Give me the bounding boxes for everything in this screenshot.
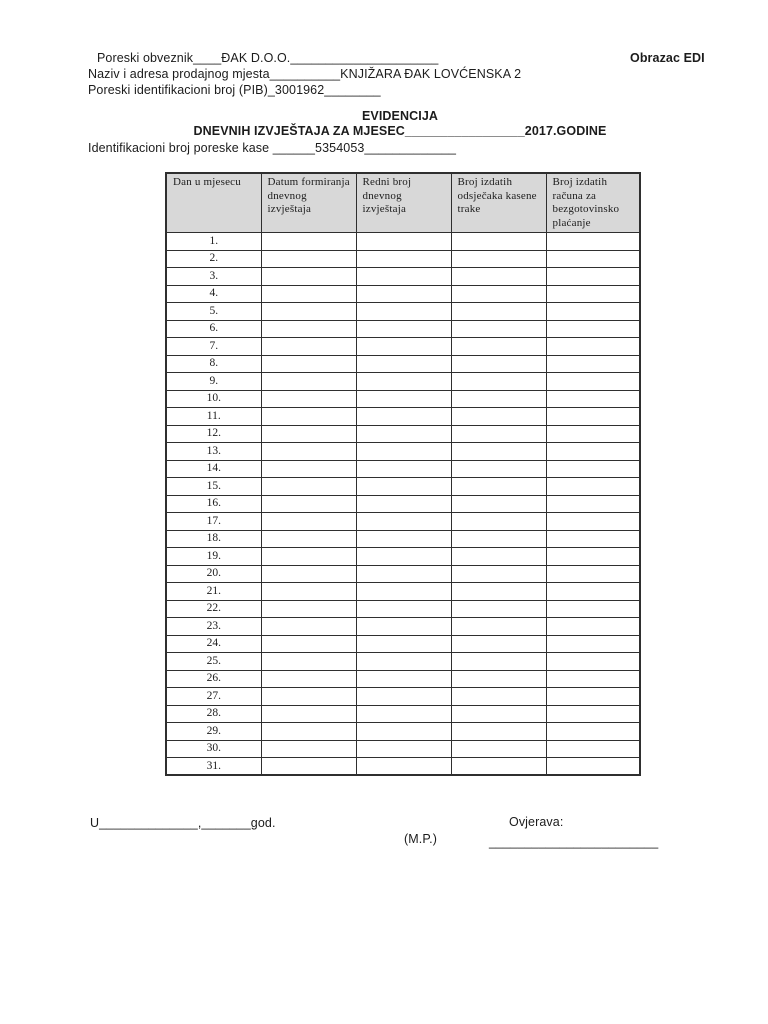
day-cell: 27.	[166, 688, 261, 706]
entry-cell	[261, 705, 356, 723]
entry-cell	[356, 355, 451, 373]
entry-cell	[356, 653, 451, 671]
entry-cell	[261, 443, 356, 461]
column-header-date: Datum formiranja dnevnog izvještaja	[261, 173, 356, 233]
day-cell: 22.	[166, 600, 261, 618]
entry-cell	[261, 495, 356, 513]
entry-cell	[356, 495, 451, 513]
entry-cell	[261, 688, 356, 706]
table-row	[166, 338, 640, 356]
entry-cell	[261, 233, 356, 251]
entry-cell	[356, 758, 451, 776]
entry-cell	[261, 268, 356, 286]
entry-cell	[261, 565, 356, 583]
day-cell: 15.	[166, 478, 261, 496]
stamp-mark: (M.P.)	[404, 832, 438, 846]
entry-cell	[261, 408, 356, 426]
entry-cell	[356, 740, 451, 758]
entry-cell	[451, 688, 546, 706]
day-cell: 13.	[166, 443, 261, 461]
day-cell: 31.	[166, 758, 261, 776]
table-row	[166, 443, 640, 461]
entry-cell	[261, 723, 356, 741]
entry-cell	[451, 705, 546, 723]
entry-cell	[546, 635, 640, 653]
entry-cell	[261, 285, 356, 303]
entry-cell	[356, 373, 451, 391]
entry-cell	[451, 740, 546, 758]
entry-cell	[451, 583, 546, 601]
signature-line: ________________________	[489, 835, 659, 849]
entry-cell	[356, 233, 451, 251]
entry-cell	[356, 390, 451, 408]
entry-cell	[356, 688, 451, 706]
table-row	[166, 530, 640, 548]
entry-cell	[546, 268, 640, 286]
entry-cell	[261, 600, 356, 618]
entry-cell	[451, 425, 546, 443]
table-row	[166, 513, 640, 531]
entry-cell	[546, 723, 640, 741]
entry-cell	[546, 373, 640, 391]
page-title: EVIDENCIJA	[361, 109, 439, 123]
table-row	[166, 653, 640, 671]
table-row	[166, 705, 640, 723]
entry-cell	[546, 443, 640, 461]
place-date-line: U______________,_______god.	[90, 816, 276, 830]
entry-cell	[356, 565, 451, 583]
entry-cell	[261, 740, 356, 758]
day-cell: 6.	[166, 320, 261, 338]
entry-cell	[261, 583, 356, 601]
entry-cell	[356, 530, 451, 548]
entry-cell	[356, 303, 451, 321]
entry-cell	[451, 443, 546, 461]
day-cell: 2.	[166, 250, 261, 268]
entry-cell	[451, 600, 546, 618]
day-cell: 24.	[166, 635, 261, 653]
entry-cell	[451, 408, 546, 426]
entry-cell	[261, 390, 356, 408]
entry-cell	[451, 670, 546, 688]
entry-cell	[546, 740, 640, 758]
table-row	[166, 758, 640, 776]
entry-cell	[451, 478, 546, 496]
table-row	[166, 600, 640, 618]
day-cell: 7.	[166, 338, 261, 356]
entry-cell	[451, 355, 546, 373]
column-header-noncash: Broj izdatih računa za bezgotovinsko plaćanje	[546, 173, 640, 233]
entry-cell	[356, 460, 451, 478]
entry-cell	[546, 758, 640, 776]
form-code-label: Obrazac EDI	[630, 51, 705, 65]
table-row	[166, 548, 640, 566]
day-cell: 19.	[166, 548, 261, 566]
entry-cell	[451, 548, 546, 566]
entry-cell	[356, 338, 451, 356]
table-row	[166, 723, 640, 741]
entry-cell	[546, 338, 640, 356]
day-cell: 12.	[166, 425, 261, 443]
entry-cell	[451, 373, 546, 391]
entry-cell	[546, 583, 640, 601]
entry-cell	[356, 478, 451, 496]
table-row	[166, 688, 640, 706]
column-header-day: Dan u mjesecu	[166, 173, 261, 233]
day-cell: 4.	[166, 285, 261, 303]
table-row	[166, 355, 640, 373]
entry-cell	[546, 320, 640, 338]
register-id-line: Identifikacioni broj poreske kase ______5354053_____________	[88, 141, 457, 155]
entry-cell	[451, 268, 546, 286]
entry-cell	[261, 670, 356, 688]
entry-cell	[546, 495, 640, 513]
entry-cell	[261, 355, 356, 373]
entry-cell	[451, 495, 546, 513]
table-row	[166, 268, 640, 286]
table-row	[166, 390, 640, 408]
day-cell: 29.	[166, 723, 261, 741]
day-cell: 20.	[166, 565, 261, 583]
entry-cell	[451, 635, 546, 653]
entry-cell	[356, 618, 451, 636]
table-row	[166, 408, 640, 426]
entry-cell	[451, 390, 546, 408]
entry-cell	[451, 285, 546, 303]
entry-cell	[451, 320, 546, 338]
table-row	[166, 285, 640, 303]
entry-cell	[261, 303, 356, 321]
entry-cell	[546, 530, 640, 548]
day-cell: 18.	[166, 530, 261, 548]
table-row	[166, 233, 640, 251]
entry-cell	[451, 460, 546, 478]
entry-cell	[261, 460, 356, 478]
entry-cell	[356, 285, 451, 303]
entry-cell	[356, 635, 451, 653]
entry-cell	[261, 425, 356, 443]
table-row	[166, 740, 640, 758]
entry-cell	[451, 758, 546, 776]
entry-cell	[451, 233, 546, 251]
entry-cell	[451, 530, 546, 548]
entry-cell	[546, 478, 640, 496]
entry-cell	[356, 670, 451, 688]
entry-cell	[261, 250, 356, 268]
table-row	[166, 495, 640, 513]
entry-cell	[546, 653, 640, 671]
entry-cell	[261, 530, 356, 548]
entry-cell	[356, 425, 451, 443]
entry-cell	[546, 705, 640, 723]
entry-cell	[261, 338, 356, 356]
entry-cell	[261, 618, 356, 636]
table-row	[166, 425, 640, 443]
table-row	[166, 303, 640, 321]
entry-cell	[546, 303, 640, 321]
entry-cell	[451, 618, 546, 636]
entry-cell	[261, 513, 356, 531]
entry-cell	[356, 723, 451, 741]
entry-cell	[356, 600, 451, 618]
store-name-line: Naziv i adresa prodajnog mjesta__________KNJIŽARA ĐAK LOVĆENSKA 2	[88, 67, 522, 81]
page-subtitle: DNEVNIH IZVJEŠTAJA ZA MJESEC_________________2017.GODINE	[193, 124, 607, 138]
entry-cell	[546, 355, 640, 373]
table-row	[166, 670, 640, 688]
entry-cell	[261, 373, 356, 391]
day-cell: 1.	[166, 233, 261, 251]
table-row	[166, 478, 640, 496]
day-cell: 8.	[166, 355, 261, 373]
entry-cell	[546, 408, 640, 426]
day-cell: 28.	[166, 705, 261, 723]
day-cell: 23.	[166, 618, 261, 636]
entry-cell	[356, 583, 451, 601]
entry-cell	[356, 705, 451, 723]
day-cell: 3.	[166, 268, 261, 286]
table-row	[166, 635, 640, 653]
day-cell: 17.	[166, 513, 261, 531]
entry-cell	[261, 320, 356, 338]
certifier-label: Ovjerava:	[509, 815, 564, 829]
column-header-serial: Redni broj dnevnog izvještaja	[356, 173, 451, 233]
day-cell: 14.	[166, 460, 261, 478]
entry-cell	[546, 670, 640, 688]
entry-cell	[451, 565, 546, 583]
entry-cell	[451, 250, 546, 268]
entry-cell	[356, 320, 451, 338]
entry-cell	[546, 618, 640, 636]
entry-cell	[356, 548, 451, 566]
entry-cell	[546, 513, 640, 531]
table-row	[166, 320, 640, 338]
table-row	[166, 618, 640, 636]
entry-cell	[356, 268, 451, 286]
entry-cell	[546, 565, 640, 583]
entry-cell	[261, 635, 356, 653]
entry-cell	[261, 478, 356, 496]
entry-cell	[546, 425, 640, 443]
pib-line: Poreski identifikacioni broj (PIB)_3001962________	[88, 83, 381, 97]
day-cell: 25.	[166, 653, 261, 671]
daily-reports-table	[165, 172, 641, 776]
day-cell: 10.	[166, 390, 261, 408]
entry-cell	[356, 443, 451, 461]
entry-cell	[261, 758, 356, 776]
entry-cell	[546, 250, 640, 268]
day-cell: 5.	[166, 303, 261, 321]
entry-cell	[451, 513, 546, 531]
day-cell: 16.	[166, 495, 261, 513]
table-header-row	[166, 173, 640, 233]
entry-cell	[261, 653, 356, 671]
entry-cell	[546, 548, 640, 566]
table-row	[166, 373, 640, 391]
entry-cell	[451, 303, 546, 321]
entry-cell	[546, 600, 640, 618]
day-cell: 21.	[166, 583, 261, 601]
table-row	[166, 565, 640, 583]
entry-cell	[546, 285, 640, 303]
entry-cell	[356, 408, 451, 426]
entry-cell	[546, 233, 640, 251]
day-cell: 26.	[166, 670, 261, 688]
entry-cell	[451, 723, 546, 741]
day-cell: 30.	[166, 740, 261, 758]
entry-cell	[546, 460, 640, 478]
table-row	[166, 250, 640, 268]
taxpayer-line: Poreski obveznik____ĐAK D.O.O._____________________	[97, 51, 439, 65]
entry-cell	[546, 390, 640, 408]
column-header-receipts: Broj izdatih odsječaka kasene trake	[451, 173, 546, 233]
entry-cell	[546, 688, 640, 706]
entry-cell	[356, 250, 451, 268]
entry-cell	[356, 513, 451, 531]
day-cell: 9.	[166, 373, 261, 391]
day-cell: 11.	[166, 408, 261, 426]
entry-cell	[261, 548, 356, 566]
entry-cell	[451, 653, 546, 671]
table-row	[166, 583, 640, 601]
table-row	[166, 460, 640, 478]
entry-cell	[451, 338, 546, 356]
